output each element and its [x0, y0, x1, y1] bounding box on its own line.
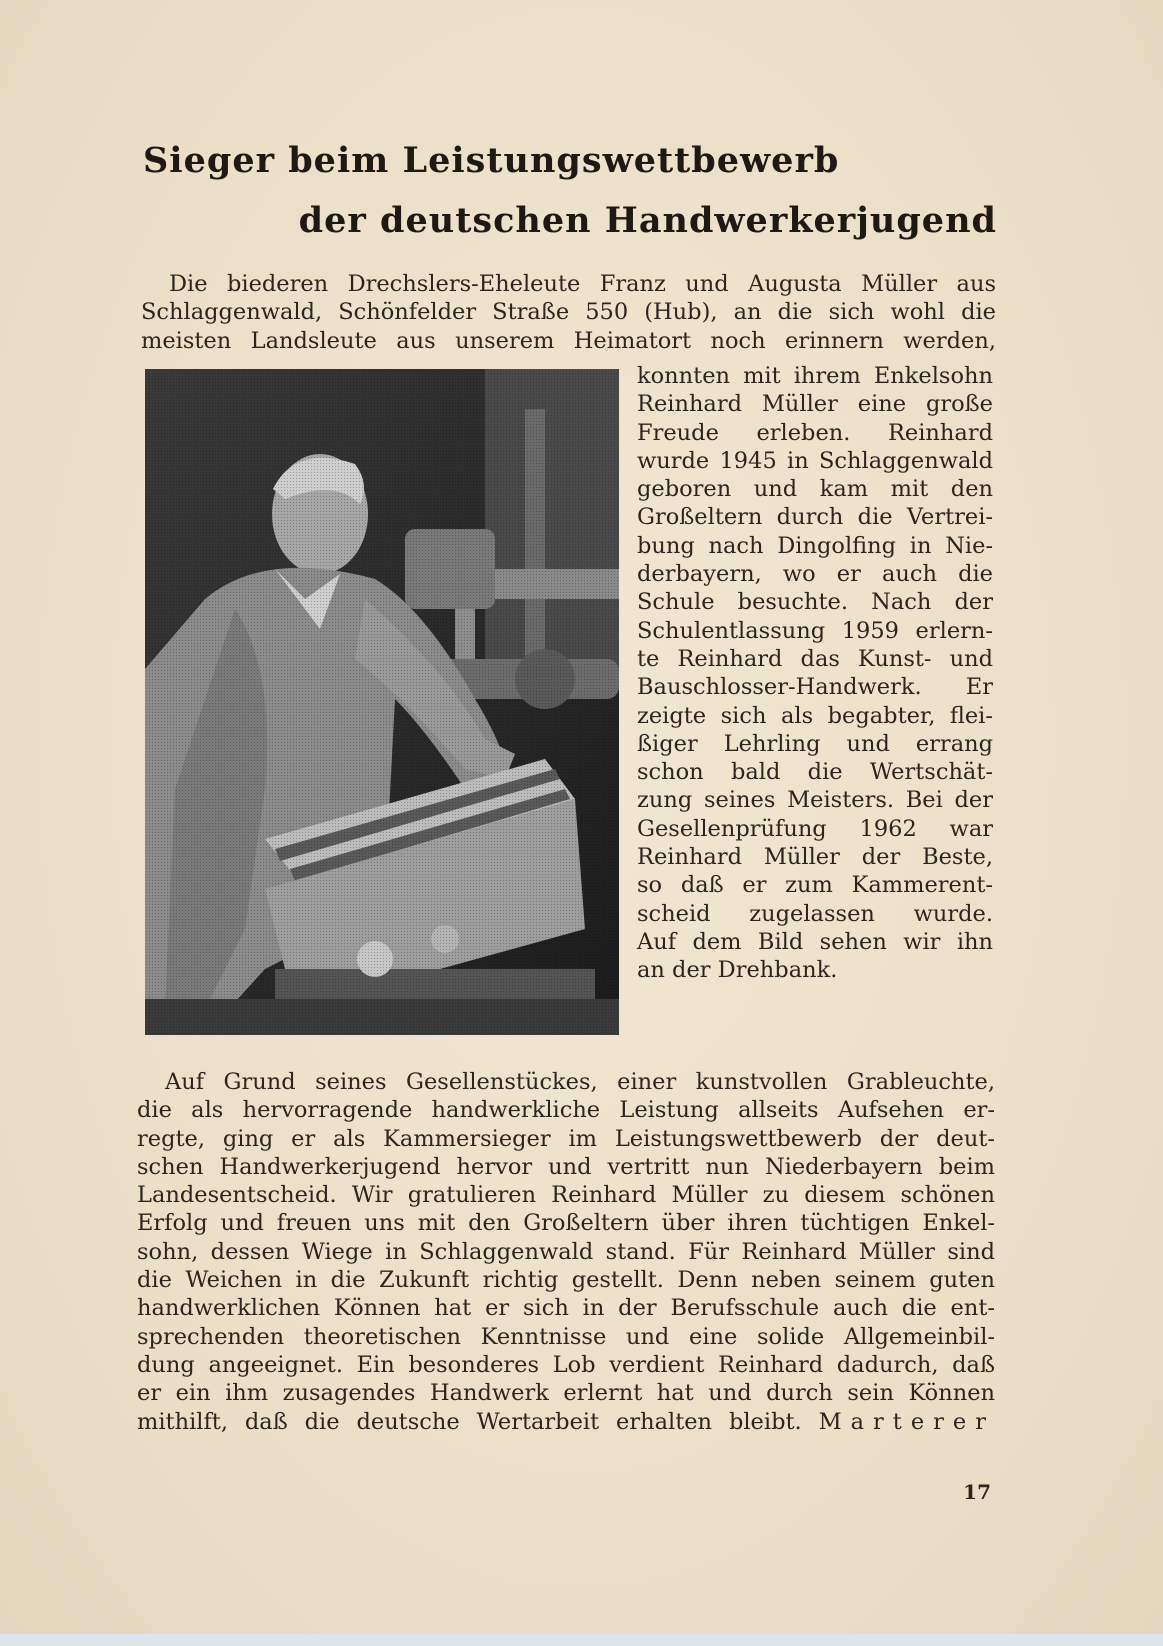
headline-line-2: der deutschen Handwerkerjugend	[298, 200, 997, 241]
text-line: so daß er zum Kammerent-	[637, 872, 993, 899]
text-line: wurde 1945 in Schlaggenwald	[637, 447, 993, 474]
text-line: Gesellenprüfung 1962 war	[637, 815, 993, 842]
text-line: zeigte sich als begabter, flei-	[637, 702, 993, 729]
text-line: dung angeeignet. Ein besonderes Lob verdient Reinhard dadurch, daß	[137, 1351, 995, 1378]
side-paragraph	[637, 362, 993, 985]
intro-paragraph	[141, 270, 996, 355]
text-line: Erfolg und freuen uns mit den Großeltern über ihren tüchtigen Enkel-	[137, 1210, 995, 1237]
text-line: derbayern, wo er auch die	[637, 561, 993, 588]
text-line: scheid zugelassen wurde.	[637, 900, 993, 927]
text-line: die als hervorragende handwerkliche Leistung allseits Aufsehen er-	[137, 1097, 995, 1124]
text-line: konnten mit ihrem Enkelsohn	[637, 363, 993, 389]
text-line: geboren und kam mit den	[637, 476, 993, 503]
text-line: Schule besuchte. Nach der	[637, 589, 993, 616]
text-line: bung nach Dingolfing in Nie-	[637, 532, 993, 559]
text-line: Schulentlassung 1959 erlern-	[637, 617, 993, 644]
text-line: schon bald die Wertschät-	[637, 759, 993, 786]
text-line: die Weichen in die Zukunft richtig gestellt. Denn neben seinem guten	[137, 1267, 995, 1294]
headline-line-1: Sieger beim Leistungswettbewerb	[143, 140, 840, 181]
scan-edge	[0, 1634, 1163, 1646]
text-line: er ein ihm zusagendes Handwerk erlernt hat und durch sein Können	[137, 1380, 995, 1407]
text-line: Reinhard Müller der Beste,	[637, 844, 993, 871]
text-line: Reinhard Müller eine große	[637, 391, 993, 418]
text-line: sohn, dessen Wiege in Schlaggenwald stand. Für Reinhard Müller sind	[137, 1238, 995, 1265]
text-line: Auf dem Bild sehen wir ihn	[637, 928, 993, 955]
author-signature: Marterer	[818, 1408, 995, 1435]
text-line: Großeltern durch die Vertrei-	[637, 504, 993, 531]
text-line: sprechenden theoretischen Kenntnisse und eine solide Allgemeinbil-	[137, 1323, 995, 1350]
text-line: ßiger Lehrling und errang	[637, 730, 993, 757]
body-paragraph	[137, 1068, 995, 1436]
text-line: te Reinhard das Kunst- und	[637, 645, 993, 672]
text-line: Freude erleben. Reinhard	[637, 419, 993, 446]
text-line: Bauschlosser-Handwerk. Er	[637, 674, 993, 701]
text-line: Landesentscheid. Wir gratulieren Reinhard Müller zu diesem schönen	[137, 1182, 995, 1209]
text-line: Die biederen Drechslers-Eheleute Franz und Augusta Müller aus	[169, 271, 996, 297]
last-line-text: mithilft, daß die deutsche Wertarbeit erhalten bleibt.	[137, 1408, 802, 1435]
text-line: Auf Grund seines Gesellenstückes, einer kunstvollen Grableuchte,	[165, 1069, 995, 1095]
text-line: meisten Landsleute aus unserem Heimatort noch erinnern werden,	[141, 327, 996, 354]
text-line: regte, ging er als Kammersieger im Leistungswettbewerb der deut-	[137, 1125, 995, 1152]
photo-man-at-lathe	[145, 369, 619, 1035]
text-line: Schlaggenwald, Schönfelder Straße 550 (Hub), an die sich wohl die	[141, 299, 996, 326]
text-line: an der Drehbank.	[637, 957, 838, 984]
text-line: handwerklichen Können hat er sich in der Berufsschule auch die ent-	[137, 1295, 995, 1322]
text-line: schen Handwerkerjugend hervor und vertritt nun Niederbayern beim	[137, 1153, 995, 1180]
text-line: zung seines Meisters. Bei der	[637, 787, 993, 814]
page-number: 17	[963, 1480, 991, 1504]
last-line	[137, 1408, 995, 1436]
